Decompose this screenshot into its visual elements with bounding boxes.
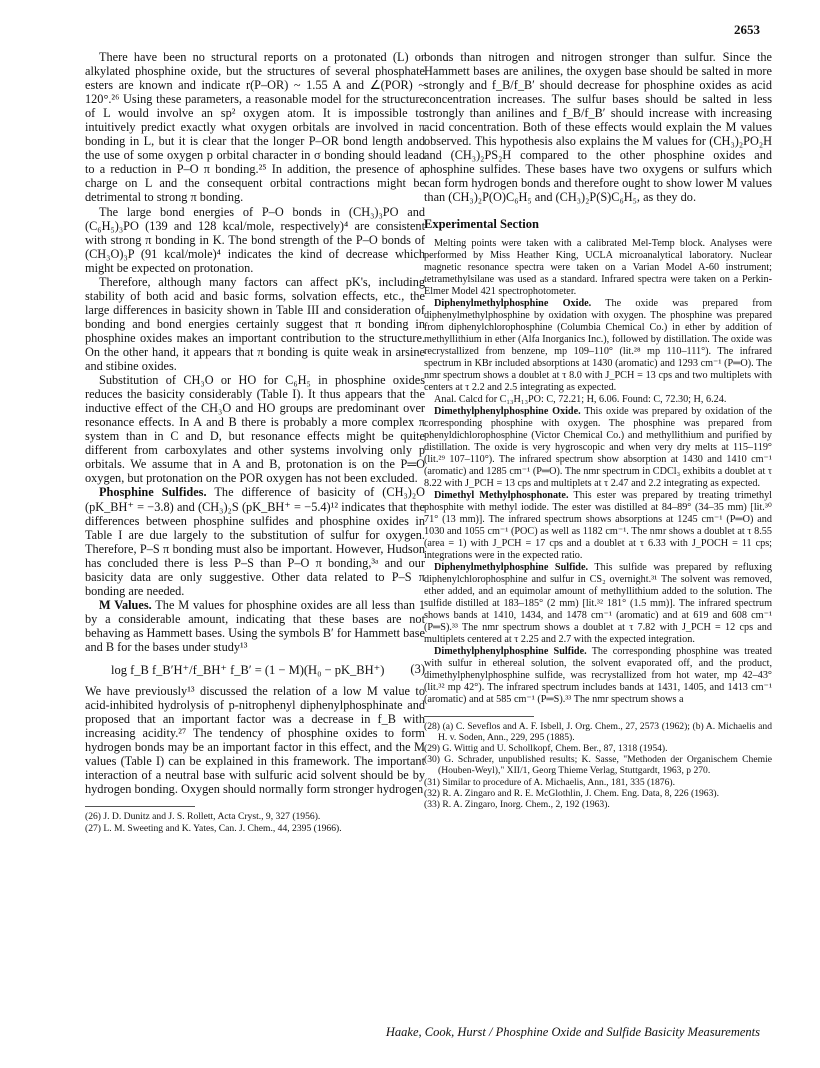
paragraph: We have previously¹³ discussed the relation of a low M value to acid-inhibited hydrolysis of p-nitrophenyl diphenylphosphinate and proposed that an important factor was a decrease in f_B with increasing acidity.²⁷ The tendency of phosphine oxides to form hydrogen bonds may be an important factor in this effect, and the M values (Table I) can be explained in this framework. The important interaction of a neutral base with sulfuric acid solvent should be by hydrogen bonding. Oxygen should normally form stronger hydrogen xyxy=(85,684,425,797)
experimental-entry xyxy=(424,298,772,394)
paragraph-text: The difference of basicity of (CH₃)₂O (pK_BH⁺ = −3.8) and (CH₃)₂S (pK_BH⁺ = −5.4)¹² indicates that the differences between phosphine sulfides and phosphine oxides in Table I are due largely to the substitution of sulfur for oxygen. Therefore, P–S π bonding must also be important. However, Hudson has concluded there is less P–S than P–O π bonding,³ᵃ and our basicity data are only suggestive. Other data related to P–S π bonding are needed. xyxy=(85,485,426,598)
paragraph: Therefore, although many factors can affect pK's, including stability of both acid and basic forms, solvation effects, etc., the large differences in basicity shown in Table III and consideration of bonding and bond energies certainly suggest that π bonding in phosphine oxides makes an important contribution to the structure. On the other hand, it appears that π bonding is quite weak in arsine and stibine oxides. xyxy=(85,274,425,374)
paragraph: The large bond energies of P–O bonds in (CH₃)₃PO and (C₆H₅)₃PO (139 and 128 kcal/mole, respectively)⁴ are consistent with strong π bonding in K. The bond strength of the P–O bonds of (CH₃O)₃P (91 kcal/mole)⁴ indicates the kind of decrease which might be expected on protonation. xyxy=(85,204,425,275)
footnote-rule xyxy=(424,716,534,717)
compound-name: Dimethylphenylphosphine Sulfide. xyxy=(434,645,587,657)
m-values-paragraph xyxy=(85,598,425,654)
equation-number: (3) xyxy=(410,662,425,677)
experimental-entry xyxy=(424,646,772,706)
footnote: (31) Similar to procedure of A. Michaelis, Ann., 181, 335 (1876). xyxy=(424,776,675,788)
experimental-entry xyxy=(424,490,772,562)
page-number: 2653 xyxy=(734,22,760,37)
running-footer: Haake, Cook, Hurst / Phosphine Oxide and Sulfide Basicity Measurements xyxy=(385,1025,760,1039)
footnote: (26) J. D. Dunitz and J. S. Rollett, Acta Cryst., 9, 327 (1956). xyxy=(85,811,321,823)
paragraph-text: The M values for phosphine oxides are all less than 1 by a considerable amount, indicating that these bases are not behaving as Hammett bases. Using the symbols B′ for Hammett base and B for the bases under study¹³ xyxy=(85,597,426,654)
equation-body: log f_B f_B′H⁺/f_BH⁺ f_B′ = (1 − M)(H₀ − pK_BH⁺) xyxy=(111,663,385,678)
entry-text: The oxide was prepared from diphenylmethylphosphine by oxidation with oxygen. The phosphine was prepared from diphenylchlorophosphine (Columbia Chemical Co.) in ether by addition of methyllithium in ether (Alfa Inorganics Inc.), followed by distillation. The oxide was recrystallized from benzene, mp 109–110° (lit.²⁸ mp 110–111°). The infrared spectrum in KBr included absorptions at 1430 (aromatic) and 1293 cm⁻¹ (P═O). The nmr spectrum shows a doublet at τ 8.0 with J_PCH = 13 cps and two multiplets with centers at τ 2.2 and 2.5 integrating as expected. xyxy=(424,297,772,393)
paragraph: bonds than nitrogen and nitrogen stronger than sulfur. Since the Hammett bases are anilines, the oxygen base should be salted in more strongly and f_B/f_B′ should decrease for phosphine oxides as acid concentration increases. The sulfur bases should be salted in less strongly than anilines and f_B/f_B′ should increase with increasing acid concentration. Both of these effects would explain the M values observed. This hypothesis also explains the M values for (CH₃)₂PO₂H and (CH₃)₂PS₂H compared to the other phosphine oxides and phosphine sulfides. These bases have two oxygens or sulfurs which can form hydrogen bonds and therefore ought to show lower M values than (CH₃)₂P(O)C₆H₅ and (CH₃)₂P(S)C₆H₅, as they do. xyxy=(424,50,772,205)
entry-text: The corresponding phosphine was treated with sulfur in ethereal solution, the solvent evaporated off, and the product, dimethylphenylphosphine sulfide, was recrystallized from hot water, mp 42–43° (lit.³² mp 42°). The infrared spectrum includes bands at 1431, 1405, and 1413 cm⁻¹ (aromatic) and at 585 cm⁻¹ (P═S).³³ The nmr spectrum shows a xyxy=(424,645,772,705)
experimental-entry xyxy=(424,406,772,490)
sulfides-paragraph xyxy=(85,485,425,597)
left-column xyxy=(85,50,425,834)
footnote: (33) R. A. Zingaro, Inorg. Chem., 2, 192 (1963). xyxy=(424,798,610,810)
entry-text: This oxide was prepared by oxidation of the corresponding phosphine with oxygen. The phosphine was prepared from phenyldichlorophosphine (Victor Chemical Co.) and methyllithium and purified by distillation. The oxide is very hygroscopic and when very dry melts at 115–119° (lit.²⁹ 107–110°). The infrared spectrum show absorption at 1430 and 1410 cm⁻¹ (aromatic) and 1285 cm⁻¹ (P═O). The nmr spectrum in CDCl₃ exhibits a doublet at τ 8.22 with J_PCH = 13 cps and multiplets at τ 2.47 and 2.2 integrating as expected. xyxy=(424,405,772,489)
footnote-rule xyxy=(85,806,195,807)
experimental-general: Melting points were taken with a calibrated Mel-Temp block. Analyses were performed by Miss Heather King, UCLA microanalytical laboratory. Nuclear magnetic resonance spectra were taken on a Varian Model A-60 instrument; tetramethylsilane was used as a standard. Infrared spectra were taken on a Perkin-Elmer Model 421 spectrophotometer. xyxy=(424,237,772,297)
footnote: (28) (a) C. Seveflos and A. F. Isbell, J. Org. Chem., 27, 2573 (1962); (b) A. Michaelis and H. v. Soden, Ann., 229, 295 (1885). xyxy=(424,720,772,743)
footnote: (32) R. A. Zingaro and R. E. McGlothlin, J. Chem. Eng. Data, 8, 226 (1963). xyxy=(424,787,719,799)
entry-text: Anal. Calcd for C₁₃H₁₃PO: C, 72.21; H, 6.06. Found: C, 72.30; H, 6.24. xyxy=(434,393,727,405)
experimental-entry xyxy=(424,394,772,406)
footnote: (29) G. Wittig and U. Schollkopf, Chem. Ber., 87, 1318 (1954). xyxy=(424,742,668,754)
equation-3 xyxy=(85,662,425,678)
run-in-heading: Phosphine Sulfides. xyxy=(99,485,207,500)
paragraph: There have been no structural reports on a protonated (L) or alkylated phosphine oxide, but the structures of several phosphate esters are known and indicate r(P–OR) ~ 1.55 A and ∠(POR) ~ 120°.²⁶ Using these parameters, a reasonable model for the structure of L would involve an sp² oxygen atom. It is impossible to intuitively predict exactly what oxygen orbitals are involved in π bonding in L, but it is clear that the longer P–OR bond length and the use of some oxygen p orbital character in σ bonding should lead to a reduction in P–O π bonding.²⁵ In addition, the presence of a charge on L and the consequent orbital contractions might be detrimental to strong π bonding. xyxy=(85,50,425,205)
paragraph: Substitution of CH₃O or HO for C₆H₅ in phosphine oxides reduces the basicity considerably (Table I). It thus appears that the inductive effect of the CH₃O and HO groups are predominant over resonance effects. In A and B there is probably a more complex π system than in C and D, but resonance effects might be quite different from carboxylates and other systems involving only p orbitals. We assume that in A and B, protonation is on the P═O oxygen, but protonation on the POR oxygen has not been excluded. xyxy=(85,373,425,486)
compound-name: Dimethylphenylphosphine Oxide. xyxy=(434,405,581,417)
entry-text: This ester was prepared by treating trimethyl phosphite with methyl iodide. The ester was distilled at 84–89° (34–35 mm) [lit.³⁰ 71° (13 mm)]. The infrared spectrum shows absorptions at 1245 cm⁻¹ (P═O) and 1030 and 1055 cm⁻¹ (POC) as well as 1182 cm⁻¹. The nmr shows a doublet at τ 8.55 (area = 1) with J_PCH = 17 cps and a doublet at τ 6.33 with J_POCH = 11 cps; integrations were in the expected ratio. xyxy=(424,489,773,561)
run-in-heading: M Values. xyxy=(99,597,152,612)
section-heading: Experimental Section xyxy=(424,216,539,231)
entry-text: This sulfide was prepared by refluxing diphenylchlorophosphine and sulfur in CS₂ overnight.³¹ The solvent was removed, ether added, and an equimolar amount of methyllithium added to the solution. The sulfide distilled at 183–185° (2 mm) [lit.³² 181° (1.5 mm)]. The infrared spectrum shows bands at 1410, 1434, and 1478 cm⁻¹ (aromatic) and at 619 and 608 cm⁻¹ (P═S).³³ The nmr spectrum shows a doublet at τ 7.82 with J_PCH = 12 cps and multiplets centered at τ 2.25 and 2.7 with the expected integration. xyxy=(424,561,772,645)
right-column xyxy=(424,50,772,810)
footnote: (30) G. Schrader, unpublished results; K. Sasse, "Methoden der Organischem Chemie (Houben-Weyl)," XII/1, Georg Thieme Verlag, Stuttgardt, 1963, p 270. xyxy=(424,754,772,777)
experimental-entry xyxy=(424,562,772,646)
compound-name: Dimethyl Methylphosphonate. xyxy=(434,489,569,501)
compound-name: Diphenylmethylphosphine Sulfide. xyxy=(434,561,589,573)
footnote: (27) L. M. Sweeting and K. Yates, Can. J. Chem., 44, 2395 (1966). xyxy=(85,822,342,834)
compound-name: Diphenylmethylphosphine Oxide. xyxy=(434,297,592,309)
